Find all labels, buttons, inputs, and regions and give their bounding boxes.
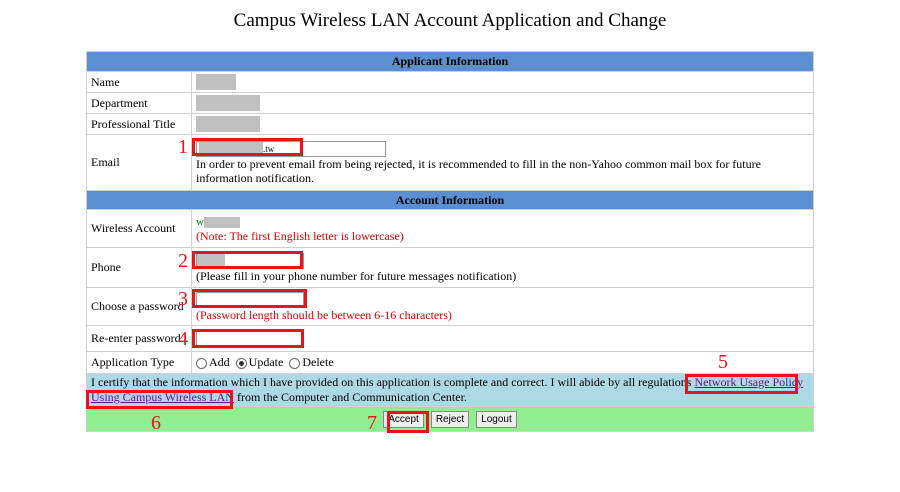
page-title: Campus Wireless LAN Account Application and Change: [233, 10, 667, 31]
annotation-number-2: 2: [178, 250, 188, 272]
highlight-box-reenter: [192, 329, 304, 348]
wireless-account-value: w: [196, 216, 204, 228]
radio-icon: [196, 358, 207, 369]
radio-selected-icon: [236, 358, 247, 369]
email-label: Email: [87, 135, 192, 191]
highlight-box-wireless-link: [86, 390, 233, 409]
wireless-lan-link[interactable]: Using Campus Wireless LAN: [91, 390, 234, 404]
applicant-section-header: Applicant Information: [87, 52, 814, 72]
certification-statement: I certify that the information which I have provided on this application is complete and correct. I will abide by all regulations Network Usage Policy Using Campus Wireless LAN from the Computer and Communication Center.: [87, 374, 814, 407]
department-label: Department: [87, 93, 192, 114]
phone-label: Phone: [87, 248, 192, 288]
wireless-account-note: (Note: The first English letter is lowercase): [196, 229, 404, 243]
annotation-number-6: 6: [151, 412, 161, 434]
highlight-box-accept: [387, 411, 429, 433]
professional-title-label: Professional Title: [87, 114, 192, 135]
password-note: (Password length should be between 6-16 characters): [196, 307, 452, 322]
accept-button[interactable]: Accept: [383, 411, 424, 428]
type-update-radio[interactable]: Update: [236, 355, 284, 369]
annotation-number-4: 4: [178, 328, 188, 350]
phone-note: (Please fill in your phone number for future messages notification): [196, 268, 517, 283]
department-value: [192, 93, 814, 114]
annotation-number-1: 1: [178, 136, 188, 158]
name-label: Name: [87, 72, 192, 93]
logout-button[interactable]: Logout: [476, 411, 517, 428]
email-note: In order to prevent email from being rejected, it is recommended to fill in the non-Yahoo common mail box for future information notification.: [196, 156, 761, 185]
type-delete-radio[interactable]: Delete: [289, 355, 333, 369]
professional-title-value: [192, 114, 814, 135]
reject-button[interactable]: Reject: [431, 411, 469, 428]
email-input[interactable]: .tw: [196, 141, 386, 157]
highlight-box-policy-link: [685, 374, 798, 394]
radio-icon: [289, 358, 300, 369]
annotation-number-5: 5: [718, 351, 728, 373]
reenter-password-label: Re-enter password: [87, 326, 192, 352]
network-usage-policy-link[interactable]: Network Usage Policy: [694, 375, 804, 389]
account-section-header: Account Information: [87, 191, 814, 210]
highlight-box-password: [192, 289, 307, 308]
button-bar: [87, 407, 814, 432]
type-add-radio[interactable]: Add: [196, 355, 230, 369]
password-label: Choose a password: [87, 288, 192, 326]
application-type-label: Application Type: [87, 352, 192, 374]
name-value: [192, 72, 814, 93]
annotation-number-3: 3: [178, 288, 188, 310]
highlight-box-email: [192, 138, 303, 156]
annotation-number-7: 7: [367, 412, 377, 434]
wireless-account-label: Wireless Account: [87, 210, 192, 248]
highlight-box-phone: [192, 251, 303, 269]
